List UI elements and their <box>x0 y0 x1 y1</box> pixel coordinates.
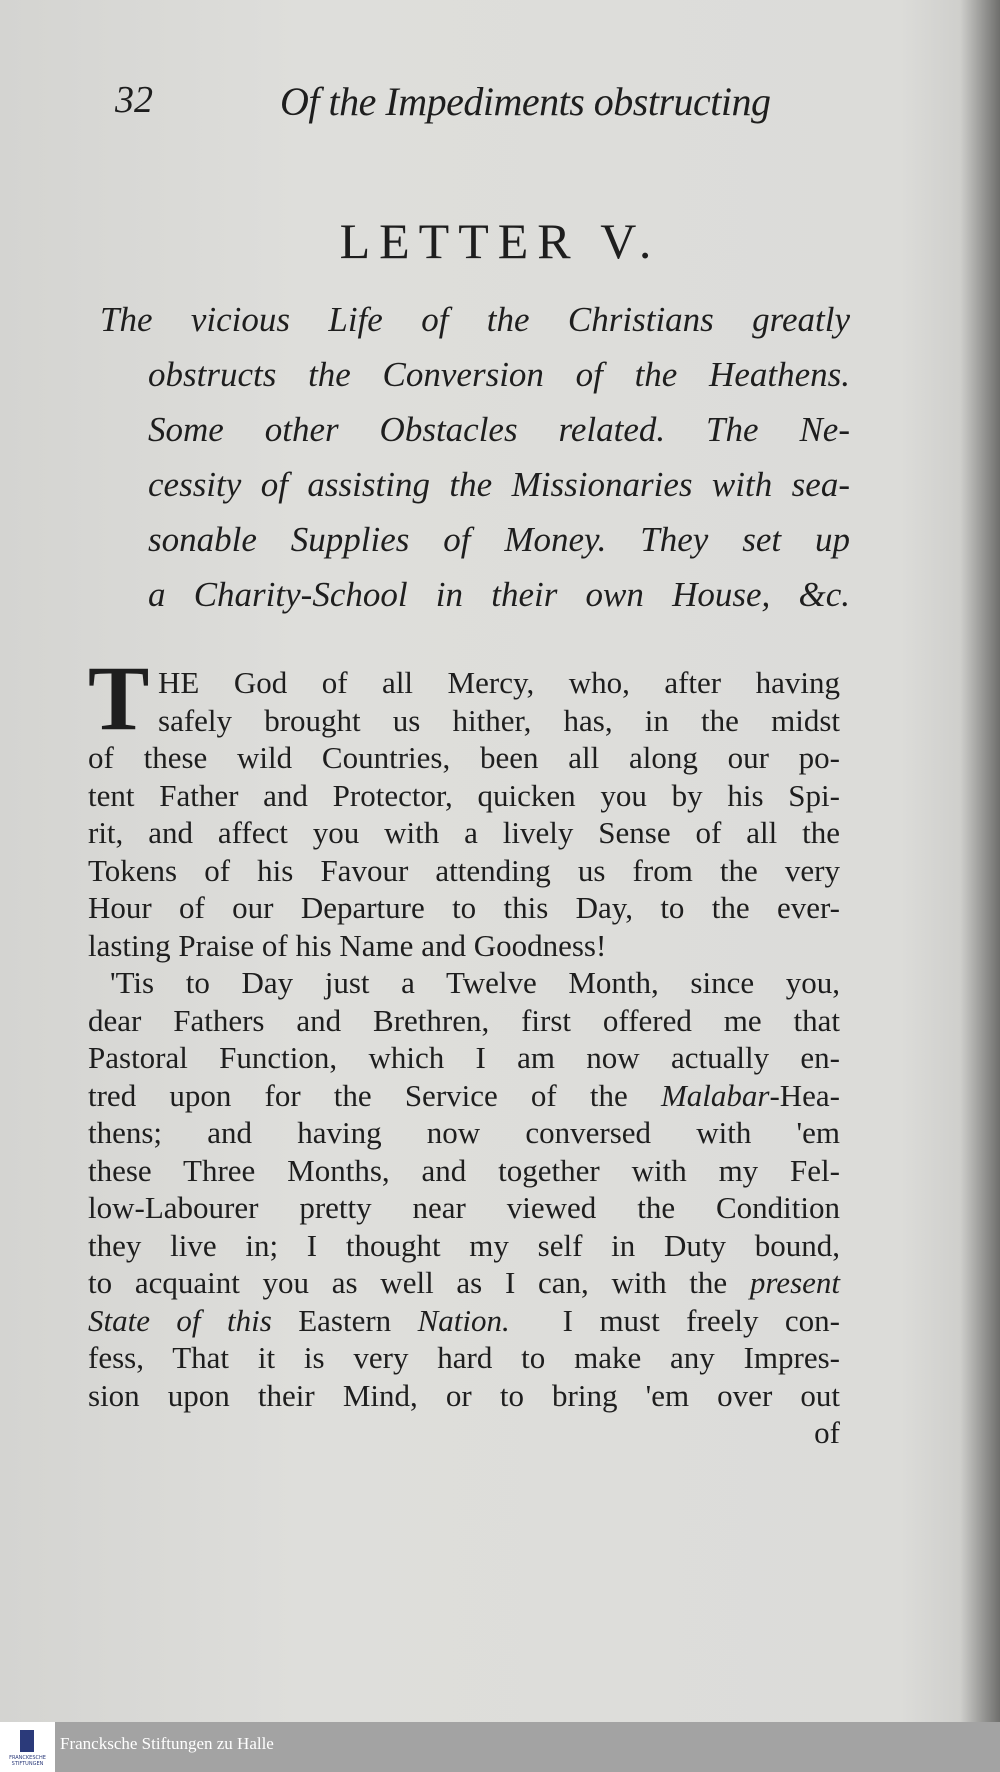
page-header <box>115 78 855 128</box>
body-line <box>88 739 840 777</box>
text-segment: thens; and having now conversed with 'em <box>88 1115 840 1150</box>
body-line <box>88 1039 840 1077</box>
summary-line: The vicious Life of the Christians greatly <box>100 300 850 339</box>
institution-logo <box>0 1722 55 1772</box>
text-segment: Pastoral Function, which I am now actually en- <box>88 1040 840 1075</box>
body-line <box>88 1227 840 1265</box>
body-line <box>88 889 840 927</box>
body-text <box>88 664 840 1452</box>
body-line <box>88 1339 840 1377</box>
summary-line: a Charity-School in their own House, &c. <box>148 575 850 614</box>
text-segment: -Hea- <box>769 1077 840 1113</box>
text-segment: Hour of our Departure to this Day, to the ever- <box>88 890 840 925</box>
body-line <box>88 777 840 815</box>
text-segment: Eastern <box>271 1302 418 1338</box>
body-line <box>88 814 840 852</box>
body-line <box>88 664 840 702</box>
text-segment: Tokens of his Favour attending us from the very <box>88 852 840 888</box>
body-line <box>88 852 840 890</box>
letter-heading: LETTER V. <box>339 213 661 269</box>
text-segment: State of this <box>88 1302 272 1338</box>
text-segment: I must freely con- <box>509 1302 840 1338</box>
text-segment: tent Father and Protector, quicken you by his Spi- <box>88 777 840 813</box>
text-segment: tred upon for the Service of the <box>88 1077 661 1113</box>
text-segment: of <box>814 1415 840 1450</box>
text-segment: low-Labourer pretty near viewed the Condition <box>88 1190 840 1225</box>
page-number: 32 <box>115 79 153 121</box>
text-segment: Malabar <box>660 1077 770 1113</box>
summary-line: Some other Obstacles related. The Ne- <box>148 410 850 449</box>
footer-bar <box>0 1722 1000 1772</box>
body-line <box>88 1414 840 1452</box>
text-segment: lasting Praise of his Name and Goodness! <box>88 927 607 963</box>
summary-line: cessity of assisting the Missionaries with sea- <box>148 465 850 504</box>
body-line <box>88 1152 840 1190</box>
text-segment: rit, and affect you with a lively Sense of all the <box>88 815 840 850</box>
body-line <box>88 1002 840 1040</box>
letter-summary <box>100 292 850 622</box>
drop-cap: T <box>88 647 150 749</box>
summary-line: obstructs the Conversion of the Heathens. <box>148 355 850 394</box>
institution-name[interactable]: Francksche Stiftungen zu Halle <box>60 1734 274 1753</box>
text-segment: present <box>749 1265 840 1300</box>
text-segment: 'Tis to Day just a Twelve Month, since you, <box>110 965 840 1000</box>
text-segment: to acquaint you as well as I can, with the <box>88 1265 750 1300</box>
body-line <box>88 1189 840 1227</box>
body-line <box>88 1264 840 1302</box>
text-segment: these Three Months, and together with my Fel- <box>88 1152 840 1188</box>
body-line <box>88 1114 840 1152</box>
summary-line: sonable Supplies of Money. They set up <box>148 520 850 559</box>
text-segment: safely brought us hither, has, in the midst <box>158 702 840 738</box>
body-line <box>88 1302 840 1340</box>
text-segment: of these wild Countries, been all along our po- <box>88 740 840 775</box>
text-segment: they live in; I thought my self in Duty bound, <box>88 1227 840 1263</box>
body-line <box>88 927 840 965</box>
body-line <box>88 964 840 1002</box>
text-segment: HE God of all Mercy, who, after having <box>158 665 840 700</box>
text-segment: sion upon their Mind, or to bring 'em over out <box>88 1377 840 1413</box>
running-title: Of the Impediments obstructing <box>280 79 771 124</box>
text-segment: fess, That it is very hard to make any Impres- <box>88 1340 840 1375</box>
body-line <box>88 1377 840 1415</box>
body-line <box>88 1077 840 1115</box>
logo-figure-icon <box>20 1730 34 1752</box>
text-segment: dear Fathers and Brethren, first offered me that <box>88 1002 840 1038</box>
logo-text: FRANCKESCHE STIFTUNGEN <box>9 1755 46 1767</box>
text-segment: Nation. <box>417 1302 510 1338</box>
body-line <box>88 702 840 740</box>
